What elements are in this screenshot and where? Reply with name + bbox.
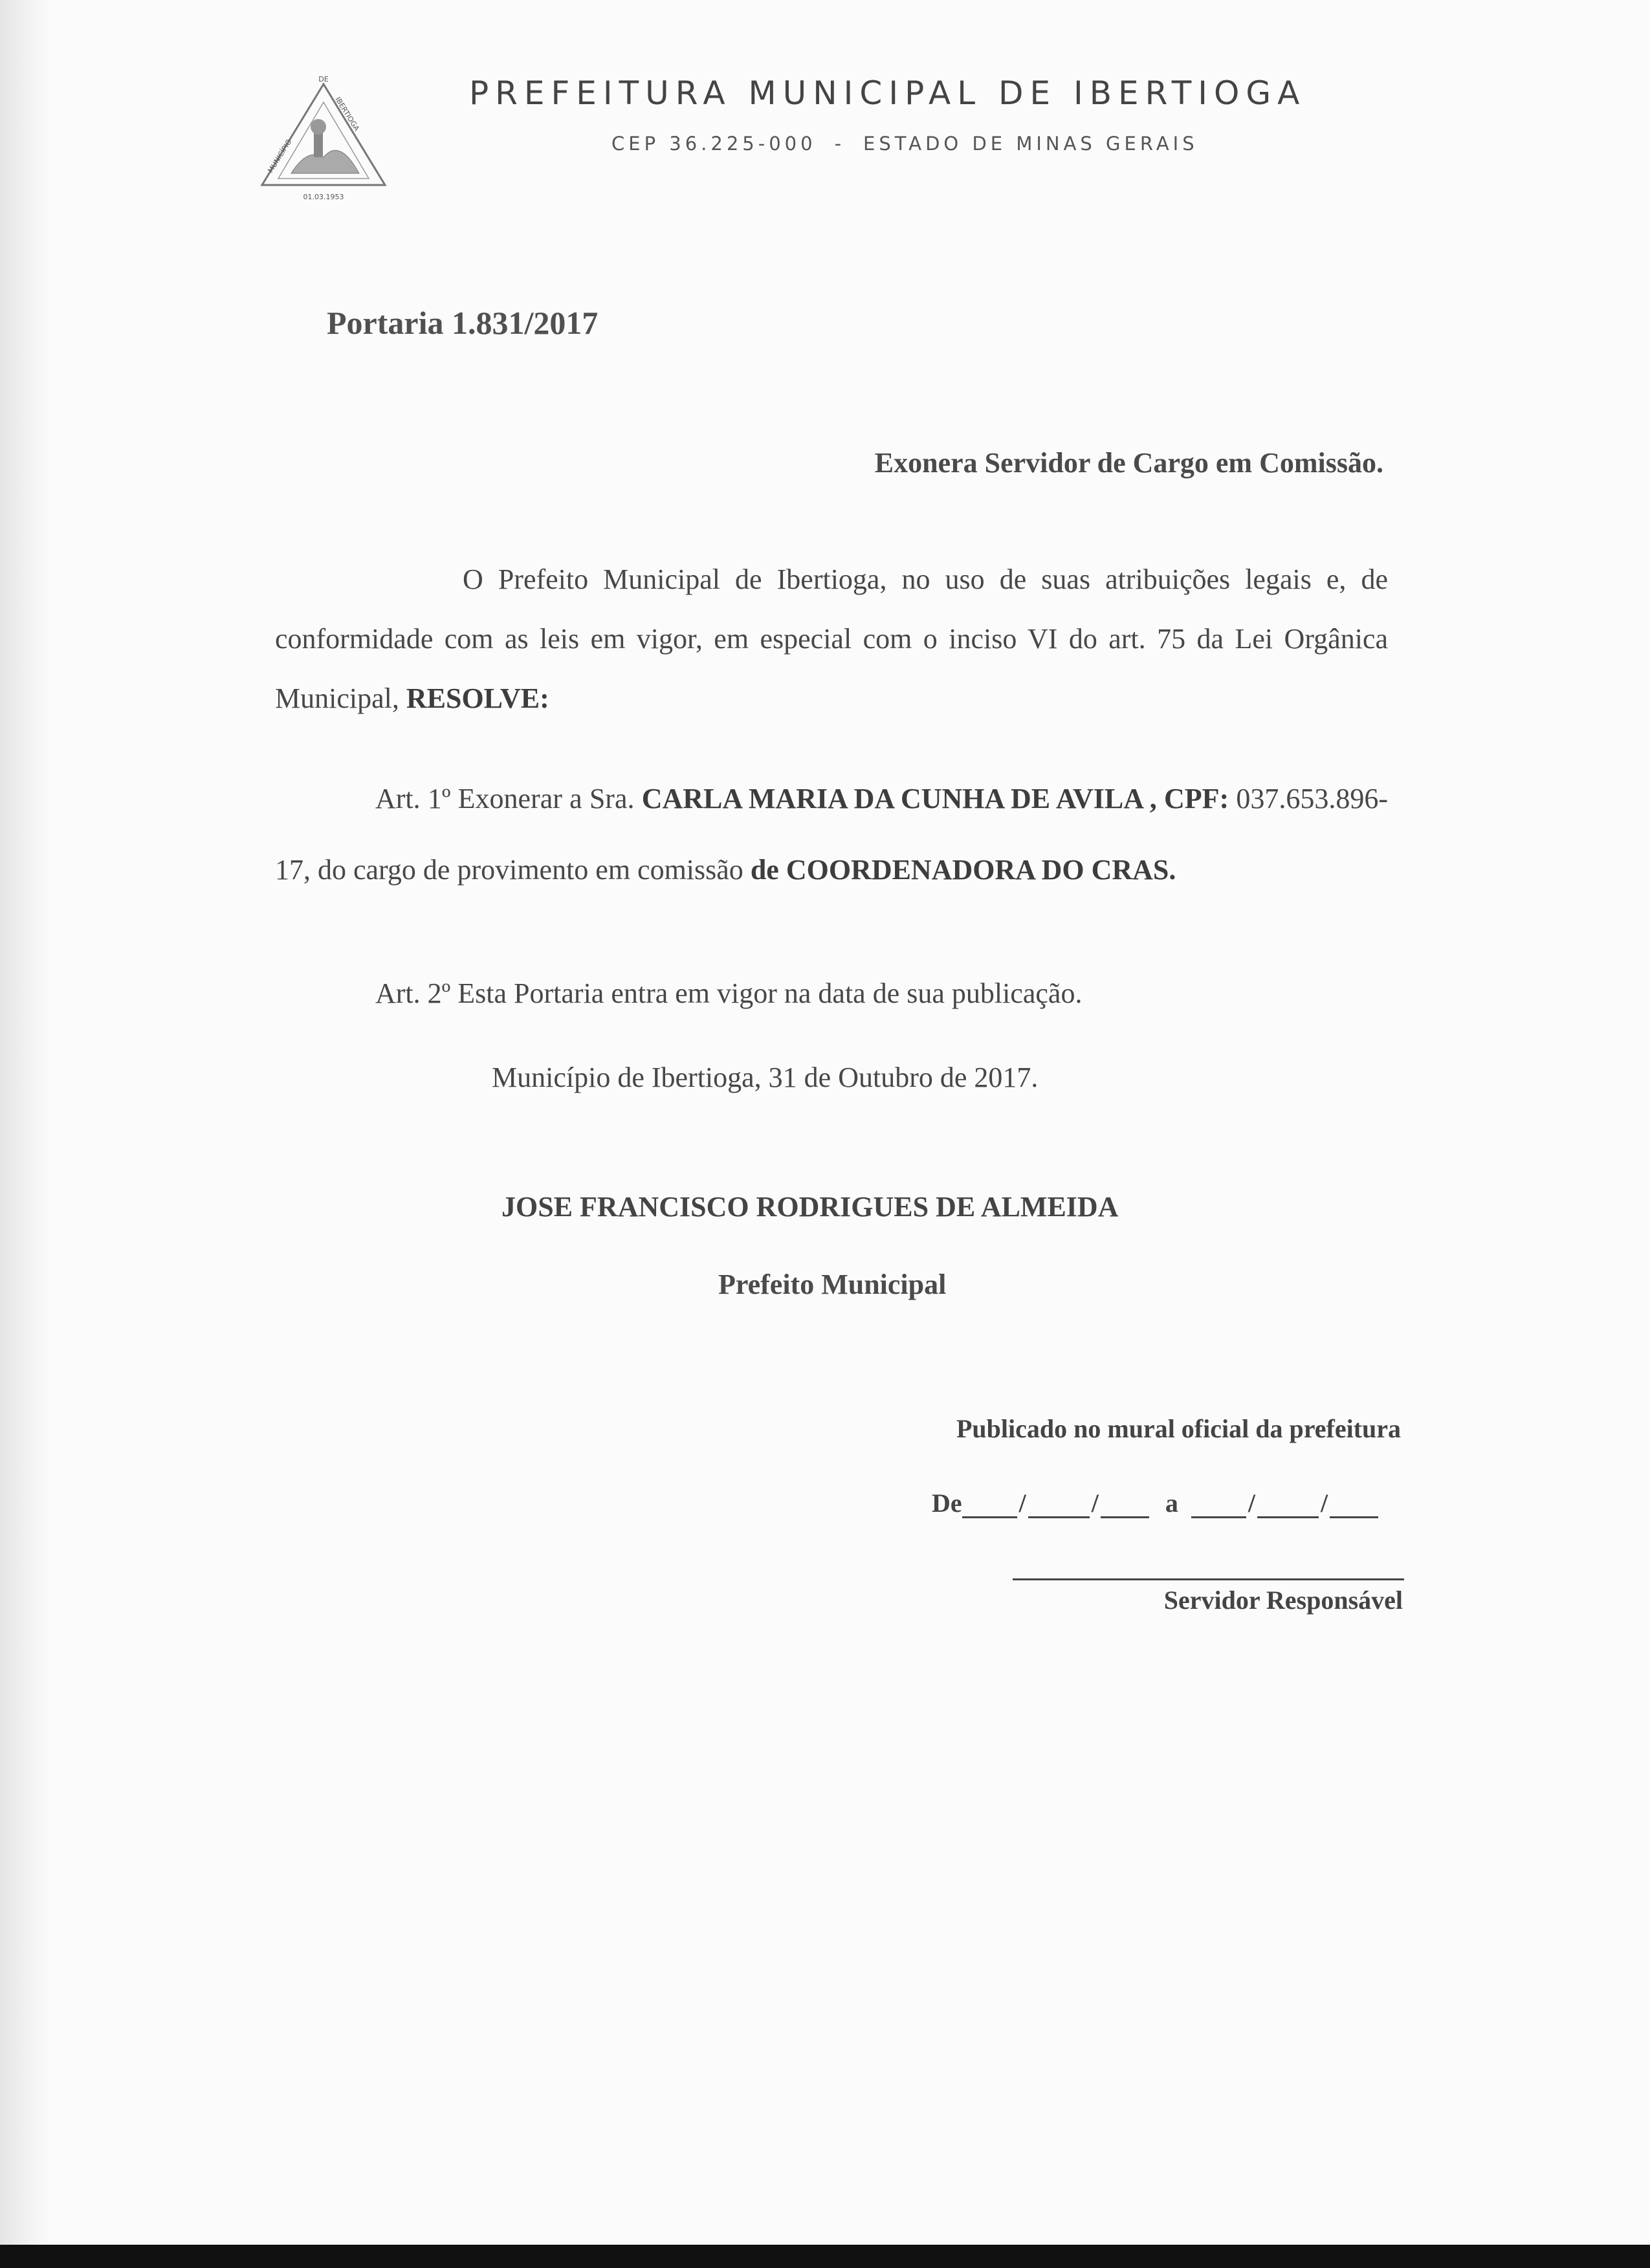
municipal-crest-logo — [252, 76, 395, 206]
publication-de: De — [932, 1488, 962, 1518]
preamble-text: O Prefeito Municipal de Ibertioga, no uso de suas atribuições legais e, de conformidade com as leis em vigor, em especial com o inciso VI do art. 75 da Lei Orgânica Municipal, — [275, 563, 1388, 714]
crest-ring-top: DE — [318, 76, 329, 83]
date-slash: / — [1018, 1488, 1026, 1518]
signatory-name: JOSE FRANCISCO RODRIGUES DE ALMEIDA — [501, 1191, 1119, 1223]
publication-date-line — [932, 1488, 1378, 1518]
date-slash: / — [1091, 1488, 1099, 1518]
publication-label: Publicado no mural oficial da prefeitura — [956, 1414, 1401, 1443]
letterhead-subtitle — [611, 133, 1259, 155]
crest-ring-right: IBERTIOGA — [333, 95, 361, 133]
letterhead-cep: CEP 36.225-000 — [611, 133, 817, 155]
preamble-paragraph — [275, 550, 1388, 728]
article-1-cpf: 037.653.896-17, do cargo de provimento em comissão — [275, 783, 1389, 886]
date-blank-year-end — [1330, 1492, 1378, 1518]
article-1-de: de — [750, 854, 779, 886]
responsible-label: Servidor Responsável — [1163, 1586, 1403, 1615]
publication-a: a — [1165, 1488, 1178, 1518]
letterhead-title: PREFEITURA MUNICIPAL DE IBERTIOGA — [469, 74, 1306, 112]
date-slash: / — [1321, 1488, 1328, 1518]
ementa: Exonera Servidor de Cargo em Comissão. — [874, 447, 1383, 479]
date-blank-day-start — [962, 1492, 1017, 1518]
date-blank-month-start — [1028, 1492, 1090, 1518]
crest-ring-left: MUNICÍPIO — [266, 138, 294, 175]
resolve-keyword: RESOLVE: — [406, 682, 549, 714]
responsible-signature-line — [1013, 1578, 1404, 1580]
date-blank-year-start — [1101, 1492, 1149, 1518]
letterhead-state: ESTADO DE MINAS GERAIS — [863, 133, 1198, 155]
scan-bottom-border — [0, 2245, 1650, 2268]
crest-icon — [252, 76, 395, 206]
date-blank-month-end — [1257, 1492, 1319, 1518]
date-blank-day-end — [1191, 1492, 1246, 1518]
portaria-number: Portaria 1.831/2017 — [327, 305, 599, 341]
article-1-cargo: COORDENADORA DO CRAS. — [786, 854, 1176, 886]
date-slash: / — [1248, 1488, 1256, 1518]
article-2-paragraph: Art. 2º Esta Portaria entra em vigor na data de sua publicação. — [375, 977, 1083, 1009]
article-1-paragraph — [275, 763, 1388, 906]
scan-edge-shadow — [0, 0, 52, 2268]
place-date: Município de Ibertioga, 31 de Outubro de 2017. — [492, 1062, 1039, 1093]
article-1-name: CARLA MARIA DA CUNHA DE AVILA , CPF: — [641, 783, 1229, 814]
letterhead-separator: - — [834, 133, 846, 155]
crest-date: 01.03.1953 — [303, 193, 344, 201]
signatory-role: Prefeito Municipal — [718, 1269, 947, 1300]
article-1-lead: Art. 1º Exonerar a Sra. — [375, 783, 635, 814]
